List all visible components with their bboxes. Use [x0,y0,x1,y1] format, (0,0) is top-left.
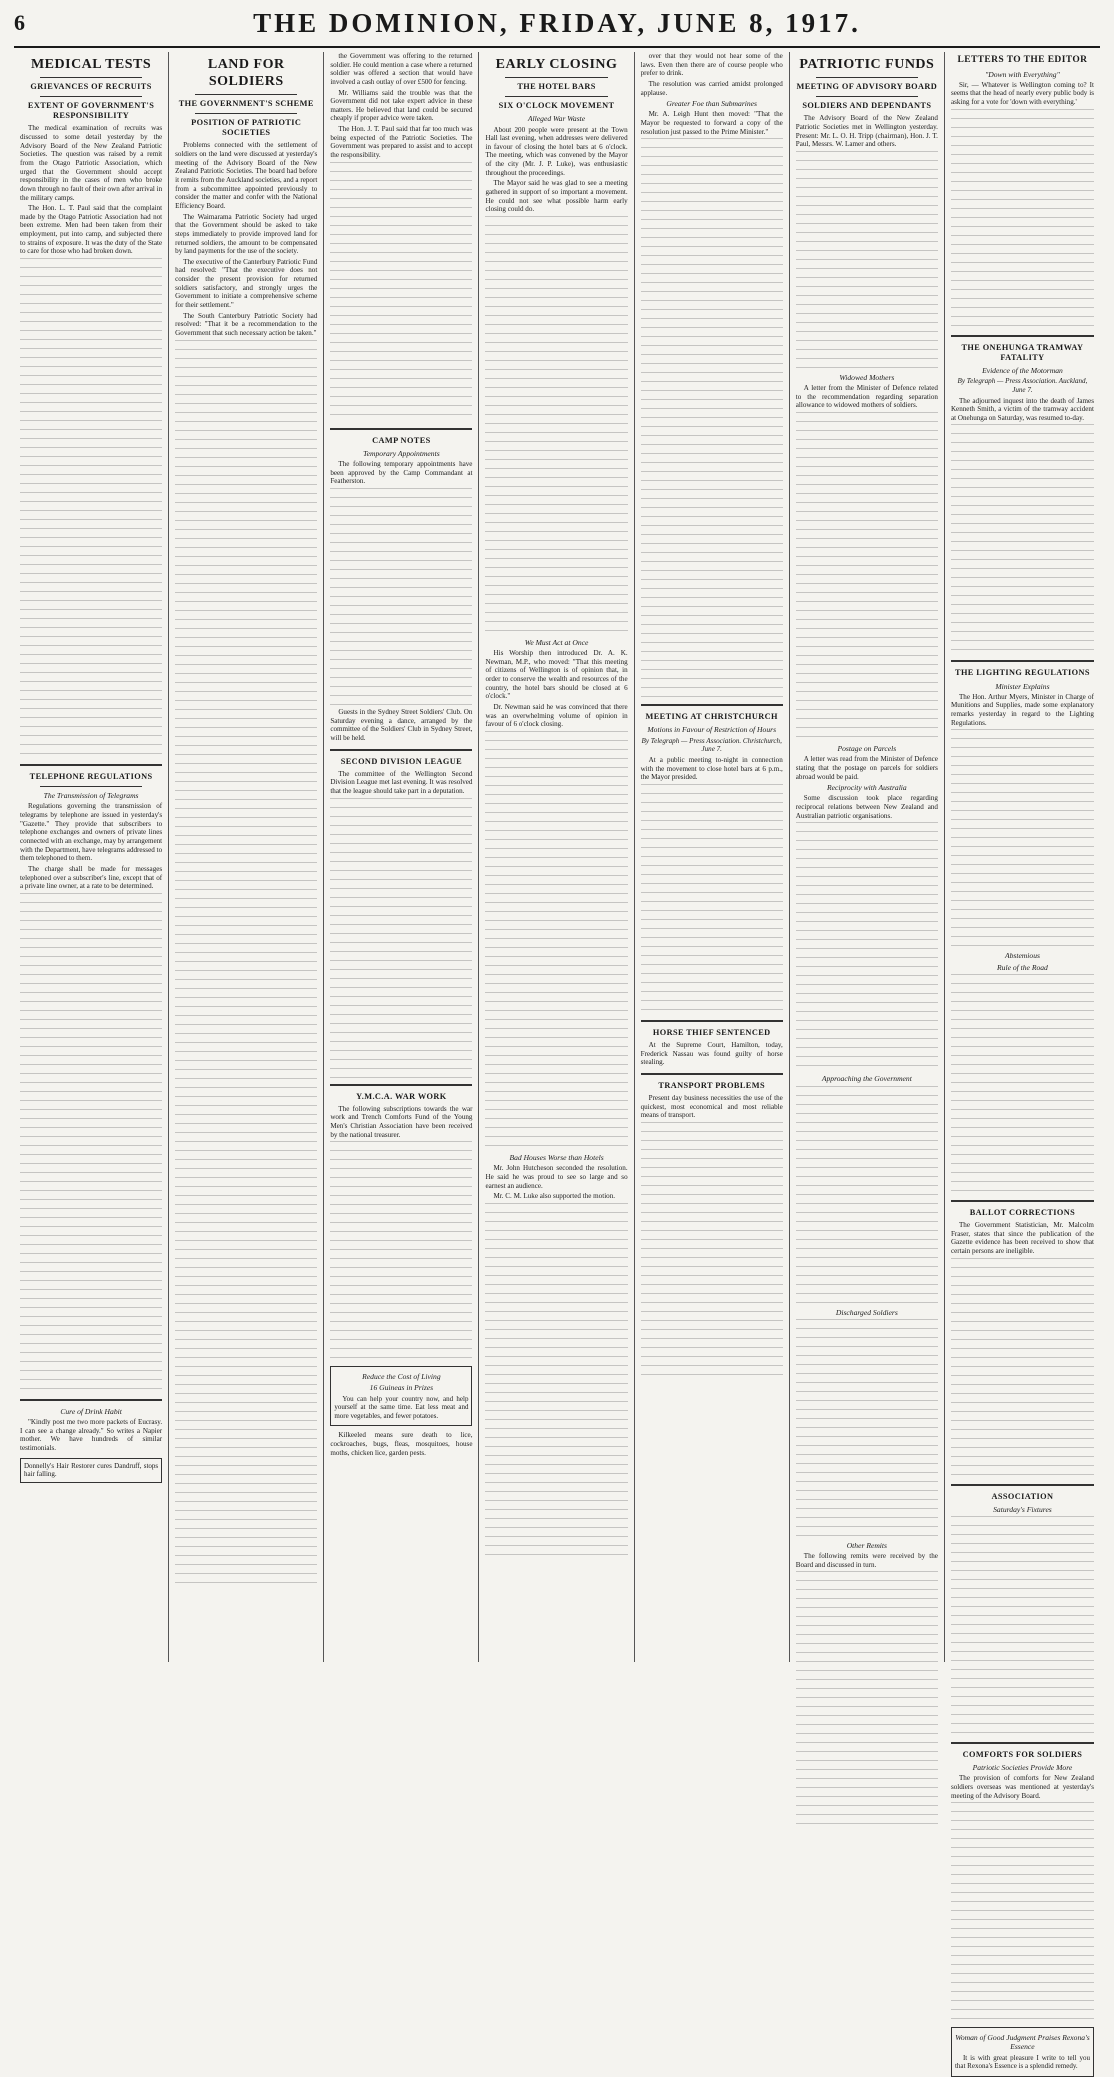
divider [20,764,162,766]
advertisement-kilkeeled: Kilkeeled means sure death to lice, cockroaches, bugs, fleas, mosquitoes, house moths, chicken lice, garden pests. [330,1431,473,1457]
divider [40,786,142,787]
body-text-lines [641,784,783,1014]
paragraph: The charge shall be made for messages telephoned over a subscriber's line, except that of a private line owner, at a rate to be determined. [20,864,163,891]
divider [330,428,472,430]
subhead-appointments: Temporary Appointments [363,448,440,458]
paragraph: Mr. A. Leigh Hunt then moved: "That the Mayor be requested to forward a copy of the resolution just passed to the Prime Minister." [640,110,783,136]
subhead-motorman: Evidence of the Motorman [982,365,1063,375]
advertisement-cost-of-living [330,1366,472,1426]
divider [195,113,297,114]
paragraph: The following remits were received by the Board and discussed in turn. [795,1552,938,1569]
subhead-discharged-soldiers: Discharged Soldiers [835,1307,898,1317]
paragraph: The Mayor said he was glad to see a meeting gathered in support of so important a movement. He could not see what possible harm early closing could do. [485,179,628,214]
headline-patriotic-funds: PATRIOTIC FUNDS [799,57,935,72]
ad-text: It is with great pleasure I write to tell you that Rexona's Essence is a splendid remedy. [954,2053,1090,2071]
ad-heading: Reduce the Cost of Living [362,1372,441,1382]
body-text-lines [330,162,472,422]
body-text-lines [796,151,938,371]
headline-letters: LETTERS TO THE EDITOR [957,55,1088,65]
subhead-bad-houses: Bad Houses Worse than Hotels [509,1152,604,1162]
paragraph: The medical examination of recruits was discussed to some detail yesterday by the Advisory Board of the New Zealand Patriotic Societies. The question was raised by a remit from the Otago Patriotic Association, which urged that the Government should accept responsibility in the cases of men who broke down through no fault of their own after arrival in the military camps. [20,124,163,202]
body-text-lines [485,731,627,1151]
subhead-down-with-everything: "Down with Everything" [985,69,1060,79]
column-1 [14,52,169,1662]
paragraph: Present day business necessities the use of the quickest, most economical and most reliable means of transport. [640,1094,783,1120]
paragraph: The Hon. J. T. Paul said that far too much was being expected of the Patriotic Societies. The Government was prepared to assist and to accept the responsibility. [330,125,473,160]
headline-ymca-war-work: Y.M.C.A. WAR WORK [356,1091,447,1101]
body-text-lines [330,1141,472,1361]
column-6 [790,52,945,1662]
paragraph: The Hon. L. T. Paul said that the complaint made by the Otago Patriotic Association had not been extreme. Men had been taken from their employment, put into camp, and subjected there to strains of exposure. It was the duty of the State to care for those who had broken down. [20,204,163,256]
divider [195,94,297,95]
paragraph: The following temporary appointments have been approved by the Camp Commandant at Featherston. [330,460,473,486]
divider [951,1484,1094,1486]
masthead [14,0,1100,48]
subhead-telegrams: The Transmission of Telegrams [43,791,139,801]
divider [40,77,142,78]
body-text-lines [796,1086,938,1306]
advertisement-rexona [951,2027,1094,2077]
body-text-lines [641,1122,783,1382]
body-text-lines [796,1319,938,1539]
paragraph: Sir, — Whatever is Wellington coming to? It seems that the head of nearly every public body is asking for a vote for 'down with everything.' [950,80,1094,107]
headline-telephone-regulations: TELEPHONE REGULATIONS [29,772,153,782]
subhead-soldiers-dependants: SOLDIERS AND DEPENDANTS [802,101,932,111]
body-text-lines [951,1258,1094,1478]
body-text-lines [330,488,472,708]
paragraph: The Hon. Arthur Myers, Minister in Charge of Munitions and Supplies, made some explanatory remarks yesterday in regard to the Lighting Regulations. [950,692,1094,727]
paragraph: The Waimarama Patriotic Society had urged that the Government should be asked to take steps immediately to provide improved land for returned soldiers, the amount to be compensated by land payments for the use of the society. [175,212,318,256]
column-7 [945,52,1100,2071]
subhead-restriction-of-hours: Motions in Favour of Restriction of Hours [647,725,777,735]
divider [951,1742,1094,1744]
body-text-lines [951,729,1094,949]
paragraph: Mr. C. M. Luke also supported the motion. [493,1192,616,1201]
headline-second-division-league: SECOND DIVISION LEAGUE [340,756,463,766]
divider [330,1084,472,1086]
subhead-responsibility: EXTENT OF GOVERNMENT'S RESPONSIBILITY [27,101,155,121]
subhead-hotel-bars: THE HOTEL BARS [517,82,596,92]
divider [951,1200,1094,1202]
paragraph: A letter was read from the Minister of Defence stating that the postage on parcels for soldiers abroad would be paid. [795,755,938,781]
subhead-postage-parcels: Postage on Parcels [837,744,897,754]
subhead-government-scheme: THE GOVERNMENT'S SCHEME [178,99,314,109]
headline-medical-tests: MEDICAL TESTS [30,57,152,72]
subhead-six-oclock: SIX O'CLOCK MOVEMENT [498,101,615,111]
paragraph: The resolution was carried amidst prolonged applause. [640,79,783,97]
paragraph: At the Supreme Court, Hamilton, today, Frederick Nassau was found guilty of horse stealing. [640,1041,783,1067]
advertisement-text: "Kindly post me two more packets of Eucrasy. I can see a change already." So writes a Napier mother. We have hundreds of similar testimonials. [20,1418,163,1452]
divider [40,96,142,97]
paragraph: The adjourned inquest into the death of James Kenneth Smith, a victim of the tramway accident at Onehunga on Saturday, was resumed to-day. [950,396,1094,422]
headline-tramway-fatality: THE ONEHUNGA TRAMWAY FATALITY [961,342,1084,362]
paragraph: Some discussion took place regarding reciprocal relations between New Zealand and Australian patriotic organisations. [795,794,938,820]
body-text-lines [175,340,317,1590]
subhead-saturday-fixtures: Saturday's Fixtures [993,1504,1052,1514]
subhead-greater-foe: Greater Foe than Submarines [666,99,758,109]
subhead-grievances: GRIEVANCES OF RECRUITS [30,82,152,92]
headline-association: ASSOCIATION [991,1491,1054,1501]
subhead-abstemious: Abstemious [1004,951,1040,961]
paragraph: Mr. John Hutcheson seconded the resolution. He said he was proud to see so large and so earnest an audience. [485,1164,628,1190]
subhead-other-remits: Other Remits [846,1540,887,1550]
paragraph: Problems connected with the settlement of soldiers on the land were discussed at yesterday's meeting of the Advisory Board of the New Zealand Patriotic Societies. The board had before it remits from the Auckland societies, and a report from a subcommittee appointed previously to consider the matter and confer with the National Efficiency Board. [175,141,318,210]
column-4 [479,52,634,1662]
ad-heading: Woman of Good Judgment Praises Rexona's Essence [955,2033,1090,2052]
column-2 [169,52,324,1662]
column-3 [324,52,479,1662]
divider [641,1073,783,1075]
divider [641,704,783,706]
headline-early-closing: EARLY CLOSING [495,57,618,72]
column-5 [635,52,790,1662]
headline-land-for-soldiers: LAND FOR SOLDIERS [207,57,285,90]
body-text-lines [20,258,162,758]
body-text-lines [20,893,162,1393]
divider [816,77,918,78]
subhead-patriotic-societies: POSITION OF PATRIOTIC SOCIETIES [191,118,302,138]
paragraph: The Advisory Board of the New Zealand Patriotic Societies met in Wellington yesterday. Present: Mr. L. O. H. Tripp (chairman), Hon. J. T. Paul, Messrs. W. Lamer and others. [795,114,938,149]
body-text-lines [796,1571,938,1831]
divider [816,96,918,97]
subhead-reciprocity: Reciprocity with Australia [826,783,907,793]
body-text-lines [641,138,783,698]
ad-text: You can help your country now, and help yourself at the same time. Eat less meat and more vegetables, and fewer potatoes. [334,1394,469,1420]
headline-transport-problems: TRANSPORT PROBLEMS [658,1080,765,1090]
paragraph: The executive of the Canterbury Patriotic Fund had resolved: "That the executive does not consider the present provision for returned soldiers satisfactory, and strongly urges the Government to initiate a comprehensive scheme for their settlement." [175,257,318,310]
divider [951,660,1094,662]
body-text-lines [330,798,472,1078]
subhead-rule-of-road: Rule of the Road [997,962,1048,972]
body-text-lines [951,424,1094,654]
paragraph: The Government Statistician, Mr. Malcolm Fraser, states that since the publication of the Gazette evidence has been received to show that certain persons are ineligible. [950,1220,1094,1255]
paragraph: The following subscriptions towards the war work and Trench Comforts Fund of the Young Men's Christian Association have been received by the national treasurer. [330,1104,473,1139]
paragraph: Regulations governing the transmission of telegrams by telephone are issued in yesterday's "Gazette." They provide that subscribers to telephone exchanges and owners of private lines connected with an exchange, may by arrangement with the Department, have telegrams addressed to them telephoned to them. [20,802,163,863]
byline: By Telegraph — Press Association. Christchurch, June 7. [641,736,782,754]
divider [330,749,472,751]
body-text-lines [951,1802,1094,2022]
paragraph: the Government was offering to the returned soldier. He could mention a case where a returned soldier was offered a section that would have involved a cash outlay of over £500 for fencing. [330,52,473,86]
headline-comforts-soldiers: COMFORTS FOR SOLDIERS [962,1749,1083,1759]
divider [505,96,607,97]
divider [505,77,607,78]
headline-lighting-regulations: THE LIGHTING REGULATIONS [955,668,1090,678]
subhead-approaching-government: Approaching the Government [821,1074,912,1084]
subhead-widowed-mothers: Widowed Mothers [839,372,895,382]
paragraph: Guests in the Sydney Street Soldiers' Club. On Saturday evening a dance, arranged by the committee of the Soldiers' Club in Sydney Street, will be held. [330,707,473,742]
paragraph: About 200 people were present at the Town Hall last evening, when addresses were delivered in favour of closing the hotel bars at 6 o'clock. The meeting, which was convened by the Mayor of the city (Mr. J. P. Luke), was enthusiastic throughout the proceedings. [485,125,628,177]
headline-christchurch-meeting: MEETING AT CHRISTCHURCH [645,712,778,722]
headline-horse-thief: HORSE THIEF SENTENCED [652,1027,771,1037]
subhead-advisory-board: MEETING OF ADVISORY BOARD [796,82,938,92]
paragraph: Dr. Newman said he was convinced that there was an overwhelming volume of opinion in favour of 6 o'clock closing. [485,703,628,729]
body-text-lines [796,412,938,742]
subhead-drink-habit: Cure of Drink Habit [60,1406,122,1416]
advertisement-hair-restorer: Donnelly's Hair Restorer cures Dandruff, stops hair falling. [20,1458,162,1483]
body-text-lines [796,822,938,1072]
page-number: 6 [14,10,25,35]
ad-subheading: 16 Guineas in Prizes [369,1383,434,1393]
headline-camp-notes: CAMP NOTES [372,435,431,445]
body-text-lines [951,974,1094,1194]
paragraph: over that they would not hear some of the laws. Even then there are of course people who prefer to drink. [640,52,783,78]
body-text-lines [951,1516,1094,1736]
paragraph: Mr. Williams said the trouble was that the Government did not take expert advice in these matters. He believed that land could be secured cheaply if proper advice were taken. [330,88,473,123]
paragraph: The provision of comforts for New Zealand soldiers overseas was mentioned at yesterday's meeting of the Advisory Board. [950,1774,1094,1800]
body-text-lines [951,109,1094,329]
divider [951,335,1094,337]
paragraph: The committee of the Wellington Second Division League met last evening. It was resolved that the league should take part in a deputation. [330,769,473,795]
divider [20,1399,162,1401]
body-text-lines [485,1203,627,1563]
byline: By Telegraph — Press Association. Auckland, June 7. [957,377,1088,394]
paragraph: His Worship then introduced Dr. A. K. Newman, M.P., who moved: "That this meeting of citizens of Wellington is of opinion that, in order to conserve the wealth and resources of the country, the hotel bars should be closed at 6 o'clock." [485,649,628,701]
divider [641,1020,783,1022]
paragraph: A letter from the Minister of Defence related to the recommendation regarding separation allowance to widowed mothers of soldiers. [795,384,938,410]
subhead-war-waste: Alleged War Waste [527,114,586,124]
paragraph: The South Canterbury Patriotic Society had resolved: "That it be a recommendation to the Government that such necessary action be taken." [175,311,318,337]
headline-ballot-corrections: BALLOT CORRECTIONS [969,1207,1076,1217]
columns [14,52,1100,2071]
paragraph: At a public meeting to-night in connection with the movement to close hotel bars at 6 p.m., the Mayor presided. [640,756,783,782]
newspaper-title: THE DOMINION, FRIDAY, JUNE 8, 1917. [253,7,861,38]
subhead-minister-explains: Minister Explains [995,681,1050,691]
body-text-lines [485,216,627,636]
subhead-act-at-once: We Must Act at Once [524,637,589,647]
subhead-provide-more: Patriotic Societies Provide More [972,1762,1073,1772]
